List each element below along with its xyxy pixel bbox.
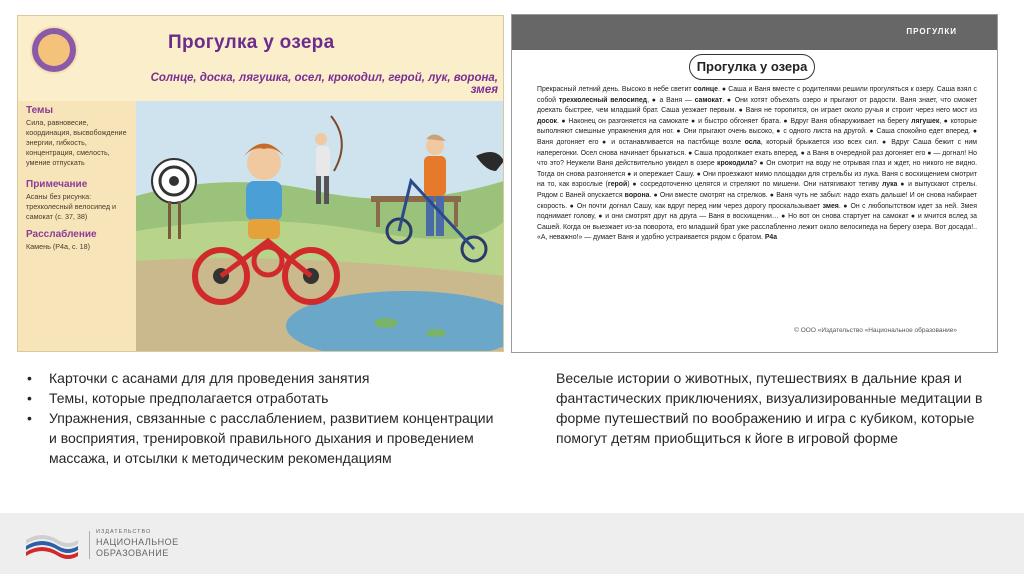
story-run: , ● которые выполняют смешные упражнения для ног. ● Они прыгают очень высоко, ● с одного листа на другой. ● Саша спокойно едет вперед. ● Ваня догоняет его ● и останавливается на пастбище возле xyxy=(537,117,977,146)
story-run: , ● а Ваня — xyxy=(647,96,695,104)
section-label: ПРОГУЛКИ xyxy=(906,27,957,36)
story-keyword: досок xyxy=(537,117,557,125)
story-run: . ● Они вместе смотрят на стрелков. ● Ваня чуть не забыл: надо ехать дальше! И он снова набирает скорость. ● Он почти догнал Сашу, как вдруг перед ним через дорогу проскальзывает xyxy=(537,191,977,210)
story-keyword: осла xyxy=(744,138,761,146)
story-run: . ● Наконец он разгоняется на самокате ● и быстро обгоняет брата. ● Вдруг Ваня обнаруживает на берегу xyxy=(556,117,912,125)
bullet-icon: • xyxy=(27,370,32,386)
publisher-logo-icon xyxy=(24,532,80,560)
card-sidebar xyxy=(18,101,136,352)
themes-text: Сила, равновесие, координация, высвобождение энергии, гибкость, концентрация, смелость, умение отпускать xyxy=(26,118,127,167)
relax-text: Камень (Р4а, с. 18) xyxy=(26,242,90,251)
publisher-name-line1: НАЦИОНАЛЬНОЕ xyxy=(96,537,179,547)
story-keyword: лука xyxy=(881,181,898,189)
story-run: ) ● сосредоточенно целятся и стреляют по мишени. Они натягивают тетиву xyxy=(627,181,882,189)
card-title: Прогулка у озера xyxy=(168,32,335,53)
story-run: . ● Он с любопытством идет за ней. Змея поднимает голову, ● и они смотрят друг на друга — Ваня в восхищении… ● Но вот он снова стартует на самокат ● и мчится вслед за Сашей. Когда он выезжает из-за поворота, его младший брат уже расслабленно лежит около велосипеда на берегу озера. Вот досада!.. «А, неважно!» — думает Ваня и удобно устраивается рядом с братом. xyxy=(537,202,977,242)
footer-separator xyxy=(89,531,90,559)
story-text xyxy=(537,85,977,244)
card-logo xyxy=(30,26,78,74)
story-run: Прекрасный летний день. Высоко в небе светит xyxy=(537,86,694,93)
story-run: ● и выпускают стрелы. Рядом с Ваней опускается xyxy=(537,181,977,199)
bullet-icon: • xyxy=(27,410,32,426)
story-keyword: крокодила xyxy=(717,160,754,168)
section-header xyxy=(512,15,997,50)
story-keyword: Р4а xyxy=(764,234,778,242)
feature-item xyxy=(27,368,497,388)
story-keyword: ворона xyxy=(624,191,650,199)
yoga-card-image xyxy=(17,15,504,352)
lake-walk-illustration xyxy=(136,101,504,352)
relax-heading: Расслабление xyxy=(26,229,97,240)
story-run: ? ● Он смотрит на воду не отрывая глаз и ждет, но никого не видно. Тогда он снова разгоняется ● и опережает Сашу. ● Они проезжают мимо площадки для стрельбы из лука. Ваня с восхищением смотрит на то, как взрослые ( xyxy=(537,160,978,189)
card-subtitle: Солнце, доска, лягушка, осел, крокодил, герой, лук, ворона, змея xyxy=(150,72,498,96)
story-title: Прогулка у озера xyxy=(689,54,815,80)
story-run: . ● Саша и Ваня вместе с родителями решили прогуляться к озеру. Саша взял с собой xyxy=(537,86,977,104)
footer-bar xyxy=(0,513,1024,574)
story-keyword: герой xyxy=(607,181,628,189)
feature-item xyxy=(27,408,497,468)
description-text: Веселые истории о животных, путешествиях в дальние края и фантастических приключениях, визуализированные медитации в форме путешествий по воображению и игра с кубиком, которые помогут детям приобщиться к йоге в игровой форме xyxy=(556,370,983,446)
feature-item xyxy=(27,388,497,408)
themes-heading: Темы xyxy=(26,105,53,116)
note-heading: Примечание xyxy=(26,179,88,190)
story-keyword: трехколесный велосипед xyxy=(558,96,648,104)
note-text: Асаны без рисунка: трехколесный велосипед и самокат (с. 37, 38) xyxy=(26,192,117,221)
copyright: © ООО «Издательство «Национальное образование» xyxy=(794,327,957,334)
story-run: , который брыкается изо всех сил. ● Вдруг Саша бежит с ним наперегонки. Осел снова начинает брыкаться. ● Саша продолжает ехать вперед, ● а Ваня в очередной раз догоняет его ● — догнал! Но что это? Неужели Ваня действительно увидел в озере xyxy=(537,138,977,168)
features-list xyxy=(27,368,497,468)
feature-text: Упражнения, связанные с расслаблением, развитием концентрации и восприятия, тренировкой правильного дыхания и проведением массажа, и отсылки к методическим рекомендациям xyxy=(49,410,494,466)
feature-text: Карточки с асанами для для проведения занятия xyxy=(49,370,370,386)
story-page-image xyxy=(511,14,998,353)
story-keyword: самокат xyxy=(694,96,723,104)
feature-text: Темы, которые предполагается отработать xyxy=(49,390,329,406)
bullet-icon: • xyxy=(27,390,32,406)
story-keyword: змея xyxy=(822,202,839,210)
story-run: . ● Они хотят объехать озеро и прыгают от радости. Ваня знает, что сможет доехать быстрее, чем младший брат. Саша уезжает первым. ● Ваня не торопится, он играет около ручья и строит через него мост из xyxy=(537,96,977,115)
story-keyword: солнце xyxy=(693,86,718,93)
publisher-label: ИЗДАТЕЛЬСТВО xyxy=(96,529,152,535)
publisher-name-line2: ОБРАЗОВАНИЕ xyxy=(96,548,169,558)
story-keyword: лягушек xyxy=(911,117,940,125)
